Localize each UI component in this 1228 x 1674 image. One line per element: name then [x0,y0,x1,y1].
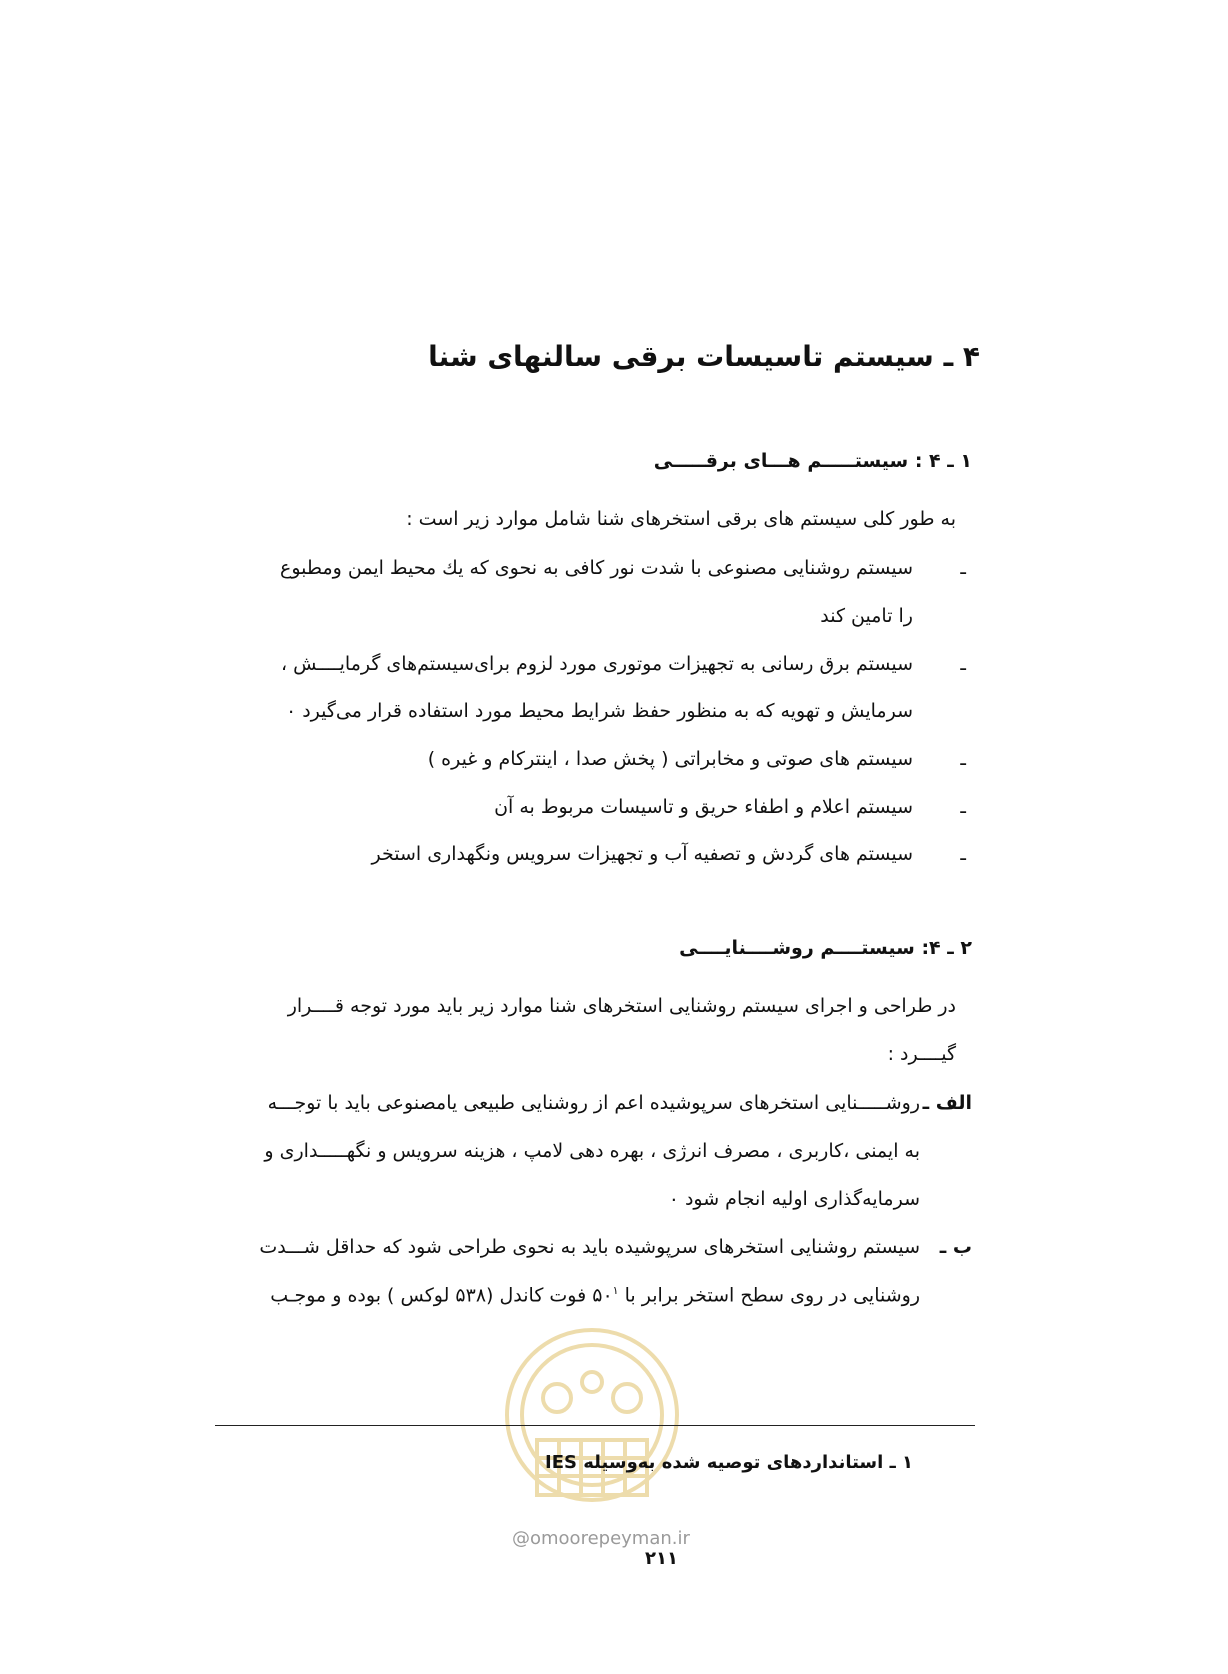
item-be-line-2-part-b: فوت کاندل (۵۳۸ لوکس ) بوده و موجـب [270,1284,593,1307]
bullet-dash: ـ [960,557,966,579]
section2-intro-line-2: گیــــرد : [887,1043,956,1065]
item-be-line-1: سیستم روشنایی استخرهای سرپوشیده باید به نحوی طراحی شود که حداقل شـــدت [259,1236,920,1258]
bullet-2-line-2: سرمایش و تهویه که به منظور حفظ شرایط محیط مورد استفاده قرار می‌گیرد ۰ [285,700,913,722]
watermark-seal [497,1320,687,1540]
watermark-url: @omoorepeyman.ir [512,1528,690,1549]
bullet-dash: ـ [960,748,966,770]
item-be-line-2 [270,1284,920,1306]
bullet-3-line-1: سیستم های صوتی و مخابراتی ( پخش صدا ، اینترکام و غیره ) [427,748,913,770]
item-alef-line-3: سرمایه‌گذاری اولیه انجام شود ۰ [668,1188,920,1210]
section-heading-electrical-systems: ۱ ـ ۴ : سیستـــــم هـــای برقـــــی [653,450,972,472]
section1-intro: به طور کلی سیستم های برقی استخرهای شنا شامل موارد زیر است : [406,508,956,530]
bullet-dash: ـ [960,843,966,865]
bullet-4-line-1: سیستم اعلام و اطفاء حریق و تاسیسات مربوط به آن [494,796,913,818]
item-alef-line-1: روشـــــنایی استخرهای سرپوشیده اعم از روشنایی طبیعی یامصنوعی باید با توجـــه [267,1092,920,1114]
bullet-1-line-2: را تامین کند [820,605,913,627]
bullet-5-line-1: سیستم های گردش و تصفیه آب و تجهیزات سرویس ونگهداری استخر [371,843,913,865]
section2-intro-line-1: در طراحی و اجرای سیستم روشنایی استخرهای شنا موارد زیر باید مورد توجه قــــرار [287,995,956,1017]
item-alef-line-2: به ایمنی ،کاربری ، مصرف انرژی ، بهره دهی لامپ ، هزینه سرویس و نگهـــــداری و [264,1140,920,1162]
chapter-heading: ۴ ـ سیستم تاسیسات برقی سالنهای شنا [428,340,980,373]
bullet-1-line-1: سیستم روشنایی مصنوعی با شدت نور کافی به نحوی که یك محیط ایمن ومطبوع [280,557,913,579]
bullet-2-line-1: سیستم برق رسانی به تجهیزات موتوری مورد لزوم برای‌سیستم‌های گرمایــــش ، [280,653,913,675]
section-heading-lighting-system: ۲ ـ ۴: سیستــــم روشــــنایــــی [679,937,972,959]
footnote-text: ۱ ـ استانداردهای توصیه شده به‌وسیله IES [545,1452,913,1473]
footnote-marker: ۱ [612,1284,619,1297]
bullet-dash: ـ [960,796,966,818]
item-be-line-2-part-a: روشنایی در روی سطح استخر برابر با ۵۰ [592,1284,920,1307]
bullet-dash: ـ [960,653,966,675]
footnote-divider [215,1425,975,1426]
item-label-be: ب ـ [939,1236,972,1258]
item-label-alef: الف ـ [922,1092,972,1114]
page-number: ۲۱۱ [645,1548,678,1569]
